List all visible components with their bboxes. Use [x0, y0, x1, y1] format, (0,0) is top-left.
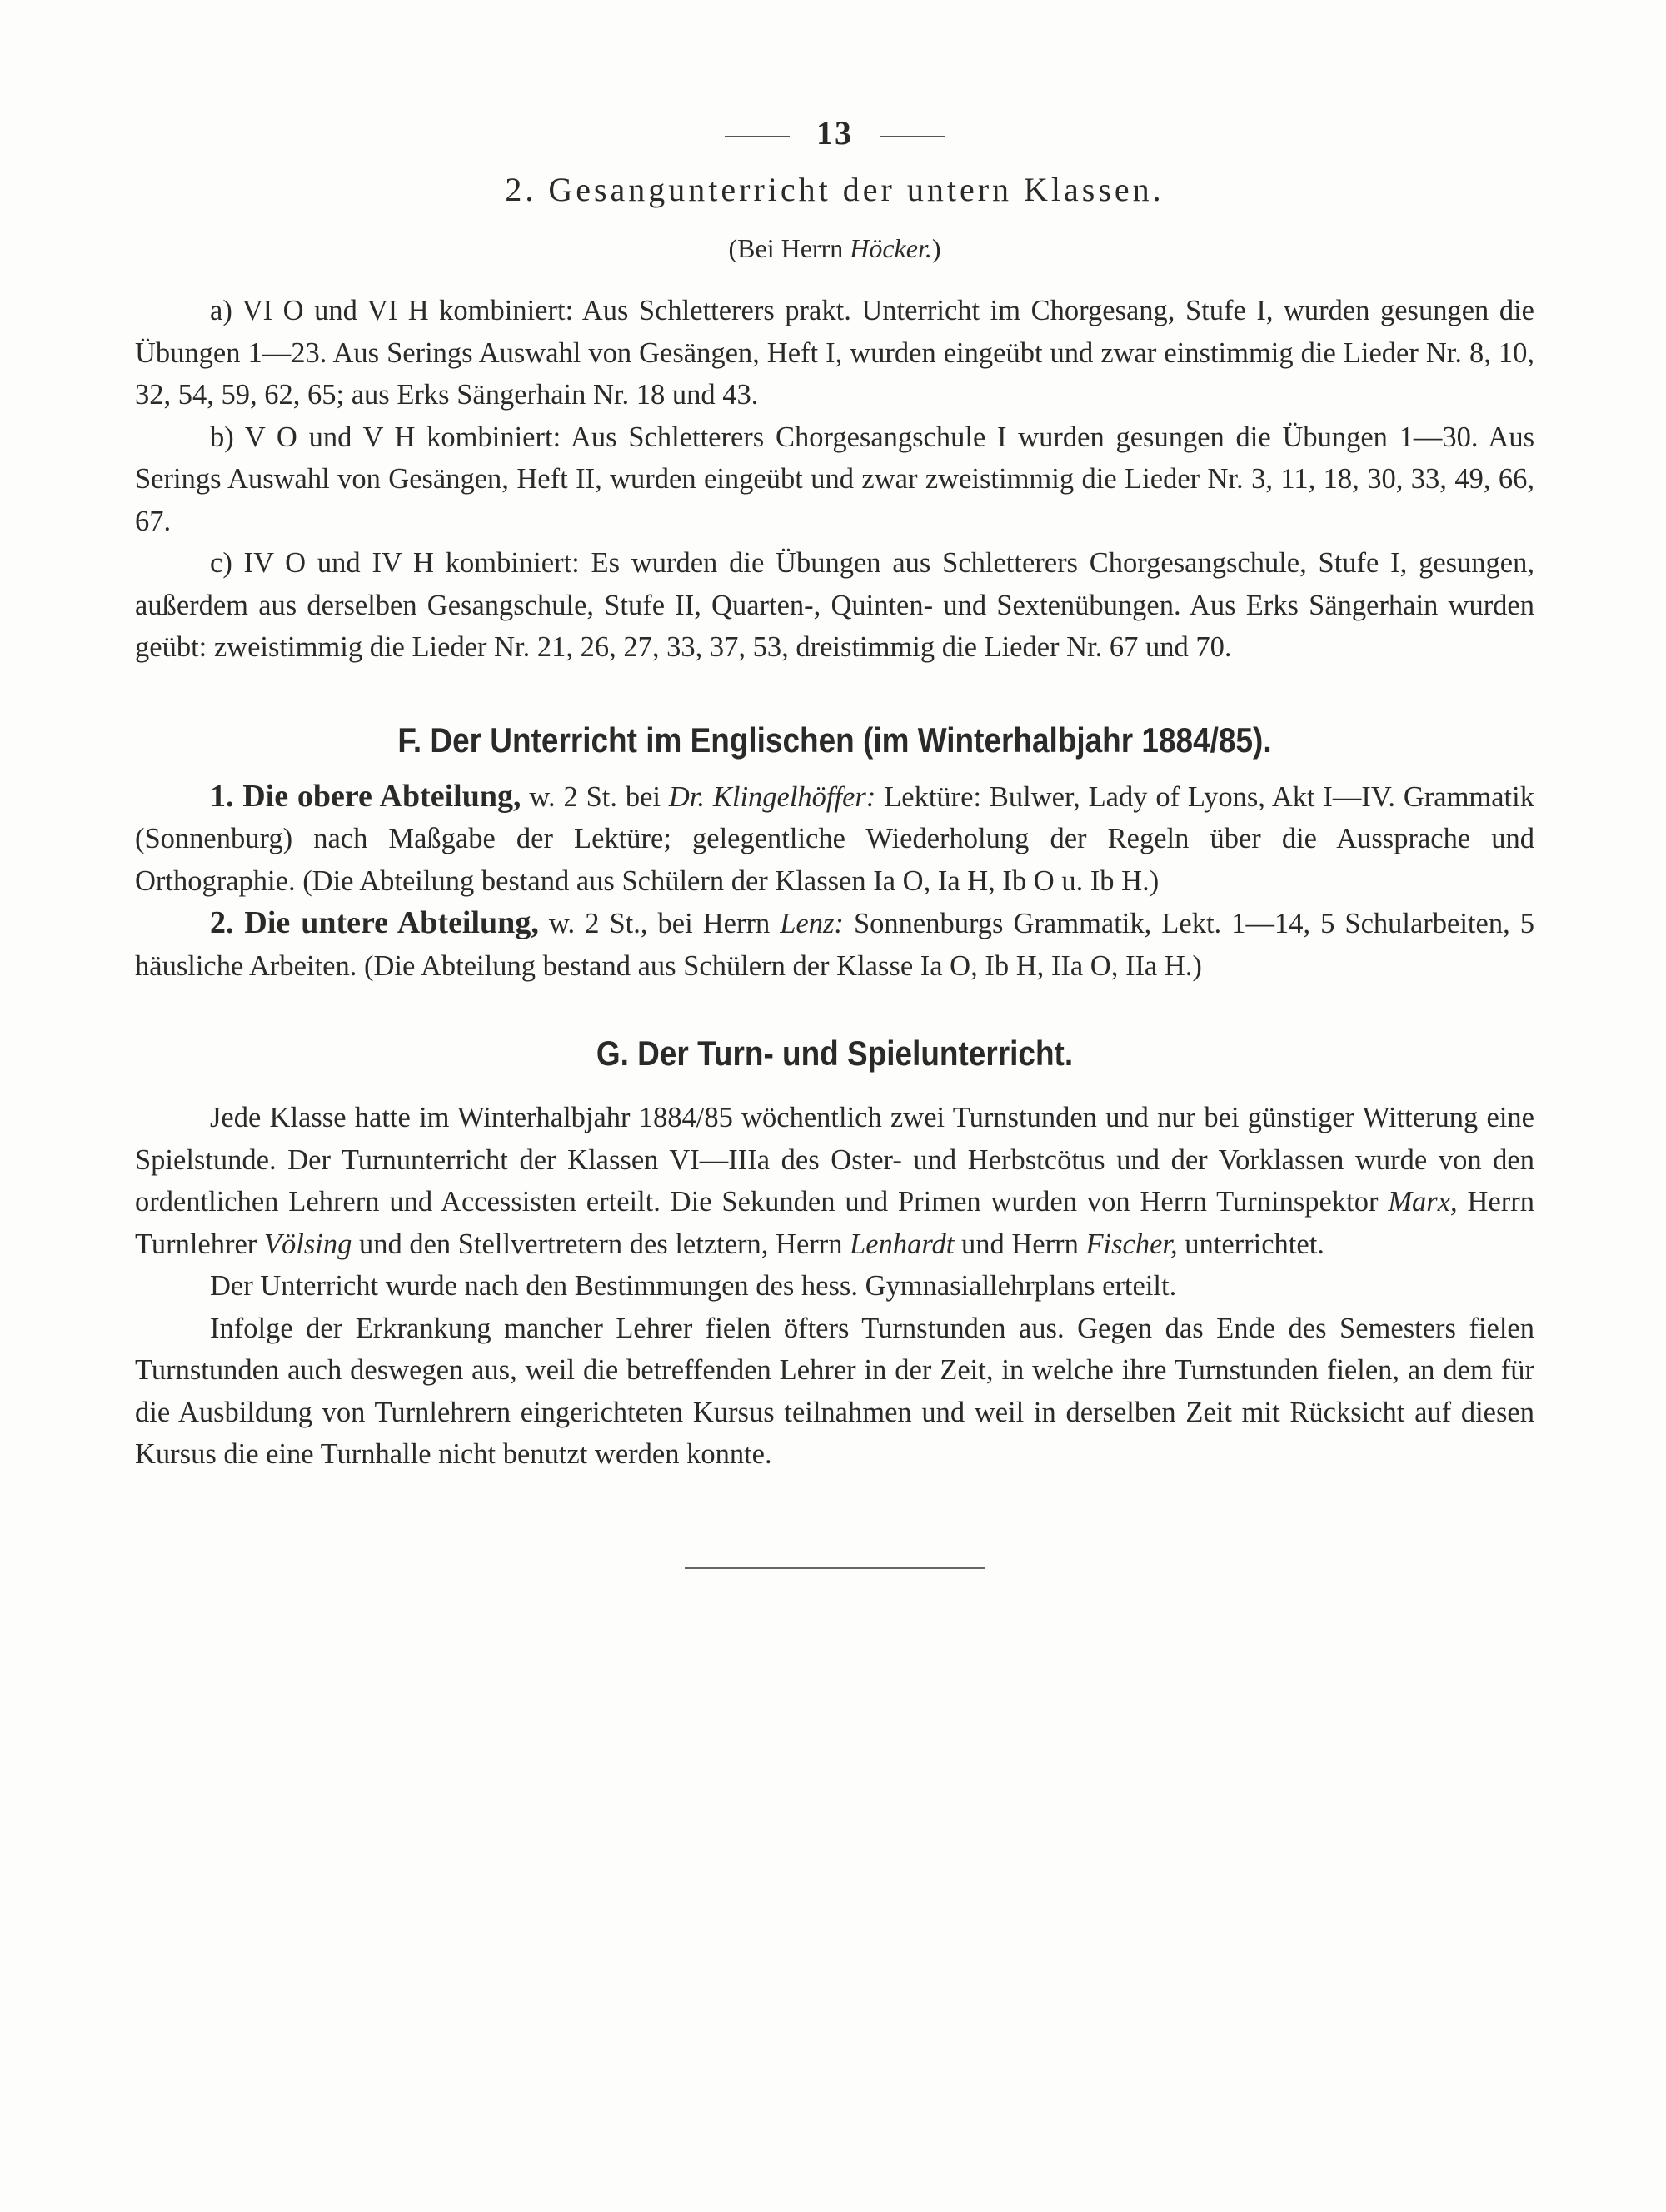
- section-f-p2-text-b: Sonnenburgs Grammatik, Lekt. 1—14, 5 Schularbeiten, 5 häusliche Arbeiten. (Die Abteilung bestand aus Schülern der Klasse Ia O, Ib H, IIa O, IIa H.): [135, 908, 1534, 982]
- section-f-p1-teacher: Dr. Klingelhöffer:: [668, 780, 876, 813]
- section-g-p1-text-c: und den Stellvertretern des letztern, Herrn: [352, 1228, 850, 1260]
- section-g-p1-marx: Marx,: [1388, 1186, 1458, 1218]
- section-g-paragraph-2: Der Unterricht wurde nach den Bestimmungen des hess. Gymnasiallehrplans erteilt.: [210, 1270, 1177, 1302]
- section-g-paragraph-1: [135, 1097, 1534, 1265]
- section-g-p1-voelsing: Völsing: [263, 1228, 352, 1260]
- section-g-p1-text-b: Herrn Turnlehrer: [135, 1186, 1534, 1260]
- section-g-p1-text-e: unterrichtet.: [1177, 1228, 1324, 1260]
- paragraph-c: c) IV O und IV H kombiniert: Es wurden die Übungen aus Schletterers Chorgesangschule, Stufe I, gesungen, außerdem aus derselben Gesangschule, Stufe II, Quarten-, Quinten- und Sextenübungen. Aus Erks Sängerhain wurden geübt: zweistimmig die Lieder Nr. 21, 26, 27, 33, 37, 53, dreistimmig die Lieder Nr. 67 und 70.: [135, 547, 1534, 663]
- section-g-p1-fischer: Fischer,: [1085, 1228, 1178, 1260]
- section-f-p2-teacher: Lenz:: [780, 908, 844, 939]
- spacer: [135, 1079, 1534, 1097]
- section-f-paragraph-2: [135, 902, 1534, 987]
- section-f-p1-text-b: Lektüre: Bulwer, Lady of Lyons, Akt I—IV. Grammatik (Sonnenburg) nach Maßgabe der Lektüre; gelegentliche Wiederholung der Regeln über die Aussprache und Orthographie. (Die Abteilung bestand aus Schülern der Klassen Ia O, Ia H, Ib O u. Ib H.): [135, 780, 1534, 897]
- section-f-p1-lead: 1. Die obere Abteilung,: [210, 778, 521, 814]
- spacer: [135, 765, 1534, 775]
- spacer: [135, 1476, 1534, 1567]
- page-number-dash-left: [725, 136, 790, 137]
- closing-rule: [685, 1567, 985, 1569]
- section-2-heading: 2. Gesangunterricht der untern Klassen.: [505, 171, 1165, 208]
- paragraph-b: b) V O und V H kombiniert: Aus Schletterers Chorgesangschule I wurden gesungen die Übungen 1—30. Aus Serings Auswahl von Gesängen, Heft II, wurden eingeübt und zwar zweistimmig die Lieder Nr. 3, 11, 18, 30, 33, 49, 66, 67.: [135, 421, 1534, 537]
- section-g-heading: G. Der Turn- und Spielunterricht.: [596, 1034, 1074, 1073]
- section-g-p1-lenhardt: Lenhardt: [850, 1228, 955, 1260]
- spacer: [135, 669, 1534, 715]
- section-2-teacher-line: [135, 228, 1534, 268]
- section-f-p2-text-a: w. 2 St., bei Herrn: [538, 908, 781, 939]
- document-page: [135, 108, 1534, 1569]
- teacher-name: Höcker.: [850, 233, 932, 263]
- section-f-paragraph-1: [135, 775, 1534, 903]
- section-g-p1-text-a: Jede Klasse hatte im Winterhalbjahr 1884/85 wöchentlich zwei Turnstunden und nur bei günstiger Witterung eine Spielstunde. Der Turnunterricht der Klassen VI—IIIa des Oster- und Herbstcötus und der Vorklassen wurde von den ordentlichen Lehrern und Accessisten erteilt. Die Sekunden und Primen wurden von Herrn Turninspektor: [135, 1102, 1534, 1218]
- page-number-line: [135, 108, 1534, 158]
- page-number-dash-right: [880, 136, 945, 137]
- section-f-p2-lead: 2. Die untere Abteilung,: [210, 905, 539, 940]
- section-f-heading: F. Der Unterricht im Englischen (im Winterhalbjahr 1884/85).: [397, 720, 1272, 760]
- section-g-p1-text-d: und Herrn: [954, 1228, 1086, 1260]
- section-f-p1-text-a: w. 2 St. bei: [521, 780, 669, 813]
- page-number: 13: [816, 114, 853, 152]
- spacer: [135, 987, 1534, 1029]
- teacher-suffix: ): [931, 233, 941, 263]
- section-g-paragraph-3: Infolge der Erkrankung mancher Lehrer fielen öfters Turnstunden aus. Gegen das Ende des Semesters fielen Turnstunden auch deswegen aus, weil die betreffenden Lehrer in der Zeit, in welche ihre Turnstunden fielen, an dem für die Ausbildung von Turnlehrern eingerichteten Kursus teilnahmen und weil in derselben Zeit mit Rücksicht auf diesen Kursus die eine Turnhalle nicht benutzt werden konnte.: [135, 1312, 1534, 1470]
- teacher-prefix: (Bei Herrn: [728, 233, 850, 263]
- paragraph-a: a) VI O und VI H kombiniert: Aus Schletterers prakt. Unterricht im Chorgesang, Stufe I, wurden gesungen die Übungen 1—23. Aus Serings Auswahl von Gesängen, Heft I, wurden eingeübt und zwar einstimmig die Lieder Nr. 8, 10, 32, 54, 59, 62, 65; aus Erks Sängerhain Nr. 18 und 43.: [135, 295, 1534, 411]
